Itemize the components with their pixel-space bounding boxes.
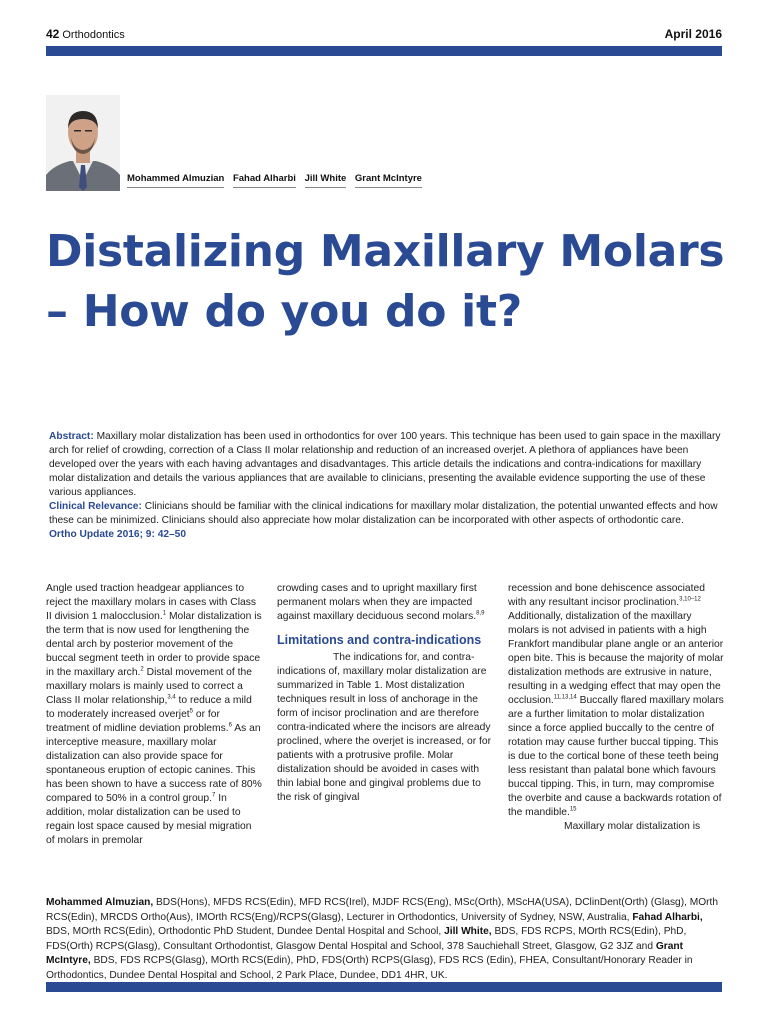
author-name: Jill White	[305, 173, 347, 188]
body-paragraph: Maxillary molar distalization is	[564, 821, 701, 832]
reference-marker: 3,4	[167, 694, 176, 701]
author-name: Mohammed Almuzian	[127, 173, 224, 188]
affiliation-author-name: Mohammed Almuzian,	[46, 897, 154, 908]
page-header	[46, 26, 722, 44]
affiliation-text: BDS, MOrth RCS(Edin), Orthodontic PhD Student, Dundee Dental Hospital and School,	[46, 926, 445, 937]
affiliation-author-name: Grant McIntyre,	[46, 940, 684, 966]
abstract-paragraph	[49, 430, 725, 500]
author-affiliations	[46, 896, 722, 983]
section-name: Orthodontics	[62, 29, 125, 41]
journal-citation: Ortho Update 2016; 9: 42–50	[49, 529, 187, 540]
body-column-3	[508, 582, 724, 834]
body-text: Additionally, distalization of the maxillary molars is not advised in patients with a high Frankfort mandibular plane angle or an anterior open bite. This is because the majority of molar distalization methods are extrusive in nature, resulting in a wedging effect that may open the occlusion.	[508, 611, 724, 706]
page-number	[46, 27, 125, 41]
body-column-2	[277, 582, 493, 805]
reference-marker: 11,13,14	[553, 694, 577, 701]
reference-marker: 3,10–12	[679, 596, 701, 603]
reference-marker: 15	[569, 806, 577, 813]
body-text: to reduce a mild to moderately increased overjet	[46, 695, 252, 720]
clinical-relevance-paragraph	[49, 500, 725, 528]
body-text: Distal movement of the maxillary molars is mainly used to correct a Class II molar relationship,	[46, 667, 252, 706]
abstract-text: Maxillary molar distalization has been used in orthodontics for over 100 years. This technique has been used to gain space in the maxillary arch for relief of crowding, correction of a Class II molar relationship and reduction of an increased overjet. A plethora of appliances have been developed over the years with each having advantages and disadvantages. This article details the indications and contra-indications for maxillary molar distalization and details the various appliances that are available to clinicians, presenting the available evidence supporting the use of these various appliances.	[49, 431, 721, 498]
body-text: Angle used traction headgear appliances to reject the maxillary molars in cases with Class II division 1 malocclusion.	[46, 583, 257, 622]
abstract-label: Abstract:	[49, 431, 94, 442]
body-text: Buccally flared maxillary molars are a further limitation to molar distalization since a force applied buccally to the centre of rotation may cause further buccal tipping. This is due to the cortical bone of these teeth being less resistant than palatal bone which favours buccal tipping. This, in turn, may compromise the overbite and cause a backwards rotation of the mandible.	[508, 695, 724, 818]
author-name: Grant McIntyre	[355, 173, 422, 188]
author-list	[127, 173, 428, 188]
body-column-1	[46, 582, 262, 848]
author-name: Fahad Alharbi	[233, 173, 296, 188]
author-photo	[46, 95, 120, 191]
page-number-value: 42	[46, 27, 60, 41]
article-title: Distalizing Maxillary Molars – How do you do it?	[46, 226, 725, 337]
reference-marker: 2	[140, 666, 144, 673]
abstract-block	[49, 430, 725, 542]
issue-date: April 2016	[664, 27, 722, 41]
affiliation-author-name: Jill White,	[444, 926, 492, 937]
reference-marker: 1	[162, 610, 167, 617]
body-paragraph: The indications for, and contra-indications of, maxillary molar distalization are summarized in Table 1. Most distalization techniques result in loss of anchorage in the form of incisor proclination and are therefore contra-indicated where the incisors are already proclined, where the overjet is increased, or for patients with a protrusive profile. Molar distalization should be avoided in cases with thin labial bone and gingival problems due to the risk of gingival	[277, 652, 492, 803]
body-text: or for treatment of midline deviation problems.	[46, 709, 229, 734]
affiliation-author-name: Fahad Alharbi,	[632, 911, 703, 923]
section-heading: Limitations and contra-indications	[277, 633, 482, 647]
body-paragraph	[508, 582, 724, 820]
clinical-relevance-label: Clinical Relevance:	[49, 501, 142, 512]
reference-marker: 8,9	[476, 610, 485, 617]
body-paragraph	[46, 582, 262, 848]
body-paragraph	[277, 582, 493, 624]
reference-marker: 5	[189, 708, 194, 715]
affiliation-text: BDS(Hons), MFDS RCS(Edin), MFD RCS(Irel), MJDF RCS(Eng), MSc(Orth), MScHA(USA), DClinDent(Orth) (Glasg), MOrth RCS(Edin), MRCDS Ortho(Aus), IMOrth RCS(Eng)/RCPS(Glasg), Lecturer in Orthodontics, University of Sydney, NSW, Australia,	[46, 897, 719, 923]
clinical-relevance-text: Clinicians should be familiar with the clinical indications for maxillary molar distalization, the potential unwanted effects and how these can be minimized. Clinicians should also appreciate how molar distalization can be incorporated with other aspects of orthodontic care.	[49, 501, 718, 526]
body-text: crowding cases and to upright maxillary first permanent molars when they are impacted against maxillary deciduous second molars.	[277, 583, 477, 622]
body-text: As an interceptive measure, maxillary molar distalization can also provide space for spontaneous eruption of ectopic canines. This has been shown to have a success rate of 80% compared to 50% in a control group.	[46, 723, 262, 804]
body-text: In addition, molar distalization can be used to regain lost space caused by mesial migration of molars in premolar	[46, 793, 252, 846]
affiliation-paragraph	[46, 896, 722, 983]
author-portrait-illustration	[46, 95, 120, 191]
header-rule	[46, 46, 722, 56]
affiliation-text: BDS, FDS RCPS(Glasg), MOrth RCS(Edin), PhD, FDS(Orth) RCPS(Glasg), FDS RCS (Edin), FHEA, Consultant/Honorary Reader in Orthodontics, Dundee Dental Hospital and School, 2 Park Place, Dundee, DD1 4HR, UK.	[46, 955, 693, 981]
footer-rule	[46, 982, 722, 992]
reference-marker: 6	[228, 722, 232, 729]
body-text: Molar distalization is the term that is now used for lengthening the dental arch by posterior movement of the buccal segment teeth in order to provide space in the maxillary arch.	[46, 611, 262, 678]
affiliation-text: BDS, FDS RCPS, MOrth RCS(Edin), PhD, FDS(Orth) RCPS(Glasg), Consultant Orthodontist, Glasgow Dental Hospital and School, 378 Sauchiehall Street, Glasgow, G2 3JZ and	[46, 926, 687, 952]
body-text: recession and bone dehiscence associated with any resultant incisor proclination.	[508, 583, 705, 608]
reference-marker: 7	[212, 792, 216, 799]
